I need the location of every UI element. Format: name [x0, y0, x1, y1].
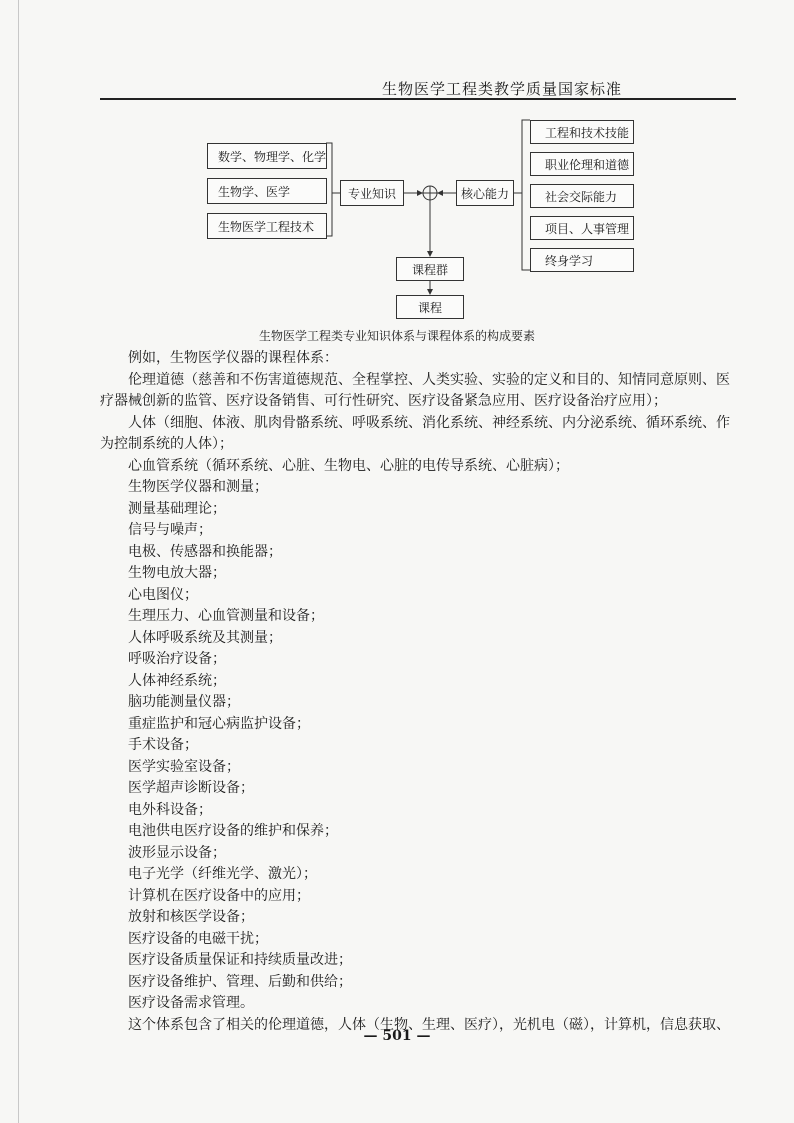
list-item: 医学超声诊断设备； — [128, 780, 254, 796]
list-item: 医疗设备需求管理。 — [128, 995, 254, 1011]
intro-line: 例如，生物医学仪器的课程体系： — [128, 350, 338, 366]
list-item: 测量基础理论； — [128, 500, 226, 517]
curriculum-diagram — [0, 0, 794, 330]
list-item: 生物医学仪器和测量； — [128, 479, 268, 495]
list-item: 信号与噪声； — [128, 522, 212, 538]
diagram-caption: 生物医学工程类专业知识体系与课程体系的构成要素 — [258, 329, 535, 343]
list-item: 手术设备； — [128, 737, 198, 753]
knowledge-math-physics-chemistry-box: 数学、物理学、化学 — [207, 143, 327, 169]
list-item: 电极、传感器和换能器； — [128, 543, 282, 560]
list-item: 医疗设备质量保证和持续质量改进； — [128, 952, 352, 968]
skill-engineering-box: 工程和技术技能 — [530, 120, 634, 144]
knowledge-biology-medicine-box: 生物学、医学 — [207, 178, 327, 204]
course-item-list — [100, 456, 740, 1015]
list-item: 医疗设备的电磁干扰； — [128, 930, 268, 947]
closing-line: 这个体系包含了相关的伦理道德，人体（生物、生理、医疗），光机电（磁），计算机，信息获取、 — [128, 1016, 730, 1033]
knowledge-bme-technology-box: 生物医学工程技术 — [207, 213, 327, 239]
paragraph-list — [100, 370, 740, 456]
list-item: 生物电放大器； — [128, 565, 226, 581]
list-item: 呼吸治疗设备； — [128, 651, 226, 667]
course-box: 课程 — [396, 295, 464, 319]
body-paragraph: 人体（细胞、体液、肌肉骨骼系统、呼吸系统、消化系统、神经系统、内分泌系统、循环系统、作为控制系统的人体）； — [100, 414, 730, 452]
skill-social-box: 社会交际能力 — [530, 184, 634, 208]
list-item: 心血管系统（循环系统、心脏、生物电、心脏的电传导系统、心脏病）； — [128, 457, 569, 474]
list-item: 重症监护和冠心病监护设备； — [128, 715, 310, 732]
core-competency-box: 核心能力 — [456, 180, 514, 206]
body-paragraph: 伦理道德（慈善和不伤害道德规范、全程掌控、人类实验、实验的定义和目的、知情同意原则、医疗器械创新的监管、医疗设备销售、可行性研究、医疗设备紧急应用、医疗设备治疗应用）； — [100, 371, 730, 409]
list-item: 计算机在医疗设备中的应用； — [128, 887, 310, 904]
list-item: 医疗设备维护、管理、后勤和供给； — [128, 973, 352, 990]
professional-knowledge-box: 专业知识 — [340, 180, 404, 206]
list-item: 人体神经系统； — [128, 672, 226, 689]
list-item: 脑功能测量仪器； — [128, 694, 240, 710]
page-number: — 501 — — [363, 1028, 431, 1044]
list-item: 人体呼吸系统及其测量； — [128, 629, 282, 646]
body-text — [100, 348, 740, 1036]
list-item: 放射和核医学设备； — [128, 909, 254, 925]
course-group-box: 课程群 — [396, 257, 464, 281]
list-item: 电子光学（纤维光学、激光）； — [128, 866, 317, 882]
skill-ethics-box: 职业伦理和道德 — [530, 152, 634, 176]
skill-management-box: 项目、人事管理 — [530, 216, 634, 240]
list-item: 医学实验室设备； — [128, 758, 240, 775]
list-item: 心电图仪； — [128, 586, 198, 603]
header-title: 生物医学工程类教学质量国家标准 — [381, 80, 622, 98]
list-item: 波形显示设备； — [128, 844, 226, 861]
list-item: 电池供电医疗设备的维护和保养； — [128, 823, 338, 839]
list-item: 生理压力、心血管测量和设备； — [128, 608, 324, 624]
skill-lifelong-learning-box: 终身学习 — [530, 248, 634, 272]
list-item: 电外科设备； — [128, 801, 212, 818]
